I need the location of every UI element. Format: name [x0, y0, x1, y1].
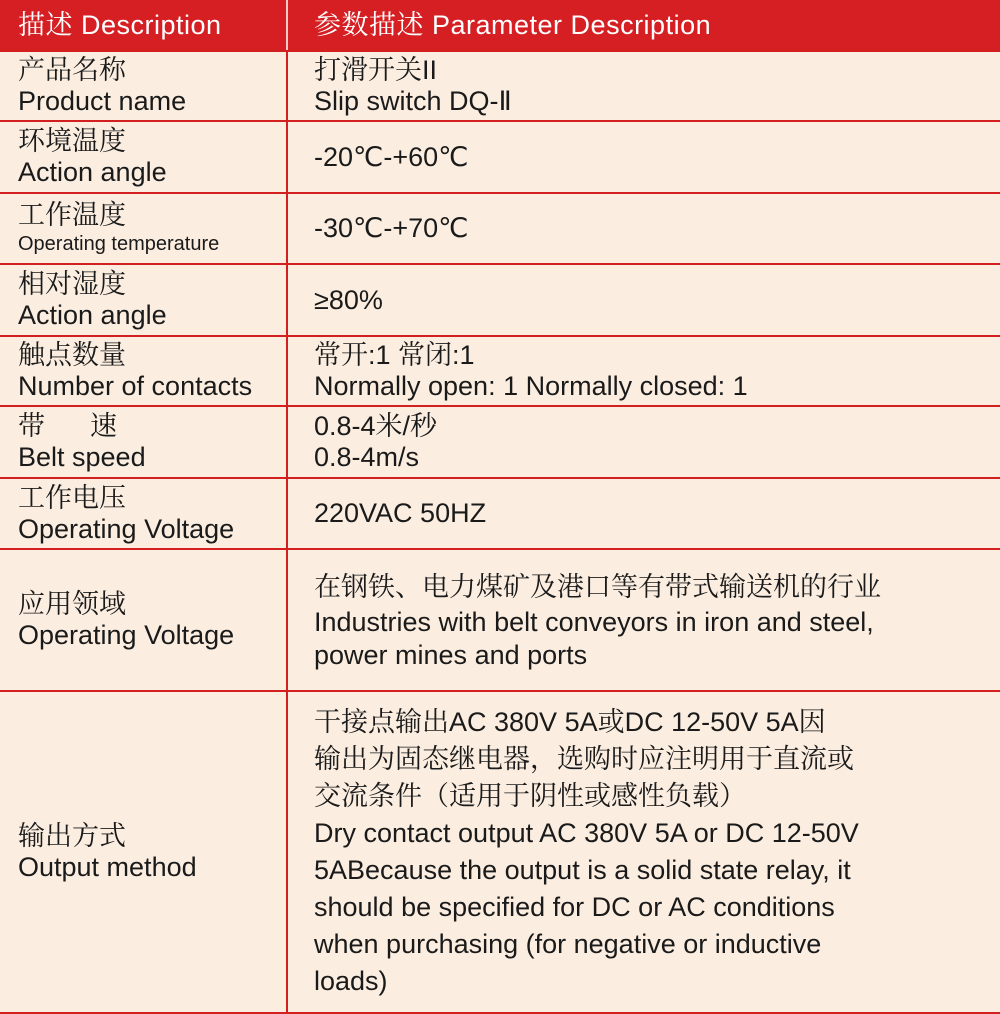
column-divider: [286, 52, 288, 120]
row-value: [314, 52, 990, 120]
row-value-line: 5ABecause the output is a solid state relay, it: [314, 855, 851, 885]
row-label: [18, 52, 283, 120]
row-value-line: 常开:1 常闭:1: [314, 340, 475, 370]
row-label: [18, 265, 283, 335]
row-label: [18, 550, 283, 690]
row-value: [314, 407, 990, 477]
row-label-cn: 相对湿度: [18, 269, 126, 299]
column-divider: [286, 407, 288, 477]
table-row-product-name: [0, 50, 1000, 120]
row-label-en: Output method: [18, 852, 197, 882]
row-label-en: Operating Voltage: [18, 620, 235, 650]
row-label-en: Action angle: [18, 157, 167, 187]
table-header: [0, 0, 1000, 50]
table-row-number-of-contacts: [0, 335, 1000, 405]
row-label-en: Belt speed: [18, 442, 146, 472]
row-label: [18, 337, 283, 405]
row-value: [314, 337, 990, 405]
row-value: [314, 692, 990, 1012]
row-value-line: loads): [314, 966, 388, 996]
row-value-line: 0.8-4m/s: [314, 442, 420, 472]
row-value-line: should be specified for DC or AC conditions: [314, 892, 835, 922]
row-value-line: Slip switch DQ-Ⅱ: [314, 86, 512, 116]
row-label-cn: 工作温度: [18, 200, 126, 230]
row-label-en: Number of contacts: [18, 371, 253, 401]
row-label-cn: 产品名称: [18, 55, 126, 85]
row-value-line: Industries with belt conveyors in iron and steel,: [314, 606, 874, 637]
row-value-line: Dry contact output AC 380V 5A or DC 12-50V: [314, 818, 859, 848]
row-value-line: 干接点输出AC 380V 5A或DC 12-50V 5A因: [314, 707, 826, 737]
column-divider: [286, 337, 288, 405]
row-label-en: Action angle: [18, 300, 167, 330]
row-label: [18, 122, 283, 192]
row-label: [18, 194, 283, 263]
header-description-label: 描述 Description: [18, 9, 222, 40]
column-divider: [286, 194, 288, 263]
row-label: [18, 692, 283, 1012]
row-label-cn: 环境温度: [18, 126, 126, 156]
table-row-output-method: [0, 690, 1000, 1012]
header-parameter-description: [314, 0, 990, 50]
column-divider: [286, 692, 288, 1012]
row-label-cn: 带 速: [18, 411, 118, 441]
row-value: [314, 479, 990, 548]
column-divider: [286, 265, 288, 335]
table-row-application-field: [0, 548, 1000, 690]
row-value-line: Normally open: 1 Normally closed: 1: [314, 371, 748, 401]
row-value-line: -30℃-+70℃: [314, 213, 469, 243]
column-divider: [286, 550, 288, 690]
column-divider: [286, 0, 288, 50]
row-value-line: -20℃-+60℃: [314, 141, 469, 172]
row-label-en: Operating Voltage: [18, 513, 235, 544]
header-description: [18, 0, 283, 50]
row-value: [314, 550, 990, 690]
row-value-line: 在钢铁、电力煤矿及港口等有带式输送机的行业: [314, 571, 881, 602]
row-value: [314, 194, 990, 263]
row-value: [314, 122, 990, 192]
header-parameter-label: 参数描述 Parameter Description: [314, 9, 712, 40]
row-value-line: 交流条件（适用于阴性或感性负载）: [314, 781, 746, 811]
column-divider: [286, 479, 288, 548]
row-label-cn: 输出方式: [18, 821, 126, 851]
table-row-operating-voltage: [0, 477, 1000, 548]
table-row-operating-temperature: [0, 192, 1000, 263]
table-row-relative-humidity: [0, 263, 1000, 335]
row-value-line: 0.8-4米/秒: [314, 411, 438, 441]
row-value: [314, 265, 990, 335]
row-value-line: 输出为固态继电器，选购时应注明用于直流或: [314, 744, 854, 774]
row-value-line: 220VAC 50HZ: [314, 498, 487, 528]
row-label-cn: 工作电压: [18, 482, 126, 513]
row-label-cn: 触点数量: [18, 340, 126, 370]
row-value-line: ≥80%: [314, 284, 383, 315]
row-value-line: power mines and ports: [314, 639, 588, 670]
table-row-ambient-temperature: [0, 120, 1000, 192]
table-row-belt-speed: [0, 405, 1000, 477]
row-label-cn: 应用领域: [18, 589, 126, 619]
row-label: [18, 479, 283, 548]
row-value-line: when purchasing (for negative or inductive: [314, 929, 822, 959]
row-value-line: 打滑开关II: [314, 55, 438, 85]
row-label: [18, 407, 283, 477]
row-label-en: Operating temperature: [18, 233, 220, 255]
row-label-en: Product name: [18, 86, 187, 116]
column-divider: [286, 122, 288, 192]
